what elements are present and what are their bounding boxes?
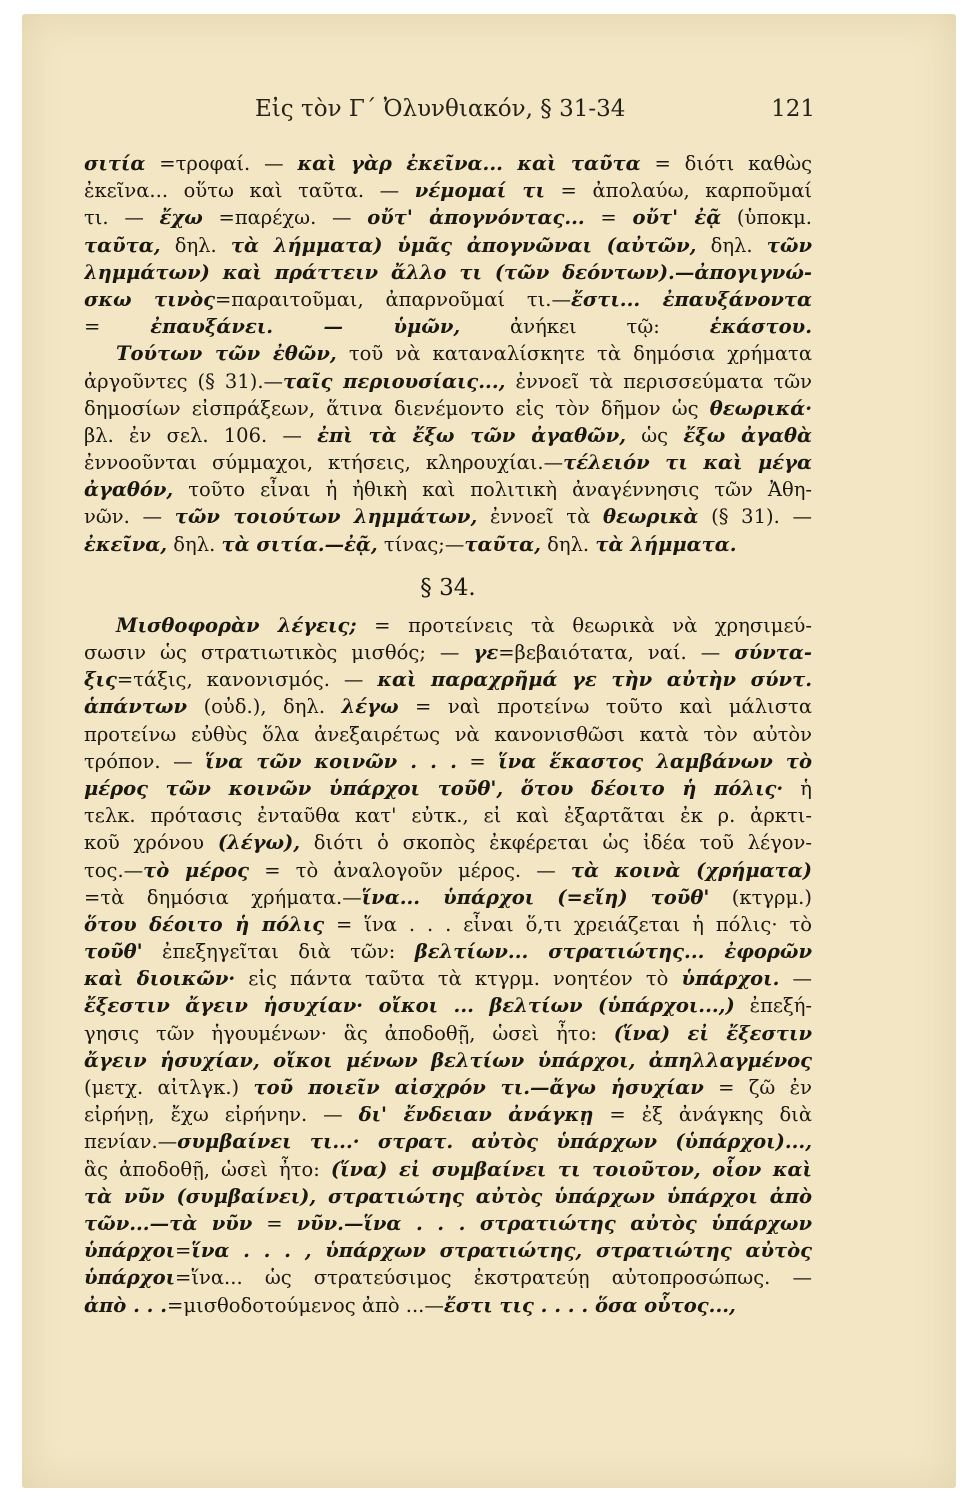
lemma: τῶν τοιούτων λημμάτων, <box>174 505 478 529</box>
text-line <box>84 1128 812 1155</box>
gloss: (οὐδ.), δηλ. <box>187 695 342 719</box>
text-line <box>84 1074 812 1101</box>
gloss: δημοσίων εἰσπράξεων, ἅτινα διενέμοντο εἰς τὸν δῆμον ὡς <box>84 396 710 420</box>
text-line <box>84 340 812 367</box>
gloss: =τὰ δημόσια χρήματα.— <box>84 885 362 909</box>
gloss: βλ. ἐν σελ. 106. — <box>84 423 318 447</box>
gloss: δηλ. <box>696 233 767 257</box>
text-line <box>84 449 812 476</box>
running-title: Εἰς τὸν Γ΄ Ὀλυνθιακόν, § 31-34 <box>255 96 626 122</box>
text-line <box>84 1020 812 1047</box>
gloss: = τὸ ἀναλογοῦν μέρος. — <box>249 858 571 882</box>
lemma: τῶν <box>766 233 812 257</box>
lemma: ὑπάρχοι <box>84 1266 176 1290</box>
text-line <box>84 666 812 693</box>
section-heading: § 34. <box>420 574 476 601</box>
text-line <box>84 721 812 748</box>
gloss: ἃς ἀποδοθῇ, ὡσεὶ ἦτο: <box>84 1157 331 1181</box>
lemma: (ἵνα) εἰ συμβαίνει τι τοιοῦτον, οἷον καὶ <box>330 1157 812 1181</box>
lemma: ἵνα . . . , ὑπάρχων στρατιώτης, στρατιώτης αὐτὸς <box>191 1239 812 1263</box>
gloss: = διότι καθὼς <box>640 152 812 175</box>
lemma: ἔξω ἀγαθὰ <box>683 423 812 447</box>
gloss: = ἀπολαύω, καρποῦμαί <box>544 179 812 203</box>
lemma: τὰ λήμματα. <box>595 532 737 556</box>
lemma: θεωρικά· <box>709 396 812 420</box>
gloss: ἐννοοῦνται σύμμαχοι, κτήσεις, κληρουχίαι.— <box>84 451 564 475</box>
lemma: ἄγειν ἡσυχίαν, οἴκοι μένων βελτίων ὑπάρχοι, ἀπηλλαγμένος <box>84 1048 812 1072</box>
lemma: ταῖς περιουσίαις..., <box>283 369 506 393</box>
text-line <box>84 612 812 639</box>
gloss: =τάξις, κανονισμός. — <box>116 668 378 692</box>
text-line <box>84 1210 812 1237</box>
gloss: τοῦτο εἶναι ἡ ἠθικὴ καὶ πολιτικὴ ἀναγέννησις τῶν Ἀθη- <box>173 478 812 502</box>
gloss: ἐκεῖνα... οὕτω καὶ ταῦτα. — <box>84 179 415 203</box>
lemma: ἵνα τῶν κοινῶν . . . <box>205 749 457 773</box>
lemma: ταῦτα, <box>464 532 541 556</box>
gloss: ἐπεξή- <box>734 994 812 1018</box>
lemma: συμβαίνει τι...· στρατ. αὐτὸς ὑπάρχων (ὑπάρχοι)..., <box>177 1130 812 1154</box>
gloss: τελκ. πρότασις ἐνταῦθα κατ' εὐτκ., εἰ καὶ ἐξαρτᾶται ἐκ ρ. ἀρκτι- <box>84 804 812 828</box>
text-line <box>84 639 812 666</box>
lemma: νέμομαί τι <box>414 179 545 203</box>
lemma: σκω τινὸς <box>84 287 215 311</box>
lemma: γε <box>473 641 499 664</box>
gloss: (ὑποκμ. <box>721 206 812 230</box>
lemma: τοῦ ποιεῖν αἰσχρόν τι.—ἄγω ἡσυχίαν <box>253 1076 704 1099</box>
gloss: ἀνήκει τῷ: <box>460 315 710 339</box>
lemma: δι' ἔνδειαν ἀνάγκῃ <box>358 1103 594 1127</box>
text-line <box>84 829 812 856</box>
lemma: ἐκεῖνα, <box>84 532 168 556</box>
page-number: 121 <box>771 96 815 122</box>
lemma: τοῦθ' <box>84 940 143 964</box>
lemma: ἐπὶ τὰ ἔξω τῶν ἀγαθῶν, <box>317 423 627 447</box>
gloss: τίνας;— <box>377 532 465 556</box>
gloss: κοῦ χρόνου <box>84 831 218 855</box>
lemma: σύντα- <box>734 641 812 664</box>
text-line <box>84 1237 812 1264</box>
text-line <box>84 422 812 449</box>
gloss: τος.— <box>84 858 144 882</box>
lemma: τῶν...—τὰ νῦν <box>84 1211 253 1235</box>
lemma: τὰ νῦν (συμβαίνει), στρατιώτης αὐτὸς ὑπάρχων ὑπάρχοι ἀπὸ <box>84 1184 812 1208</box>
gloss: = <box>84 315 151 339</box>
lemma: ξις <box>84 668 117 692</box>
gloss: ὡς <box>626 423 684 447</box>
gloss: εἰρήνῃ, ἔχω εἰρήνην. — <box>84 1103 359 1127</box>
lemma: ὑπάρχοι <box>84 1239 176 1263</box>
gloss: =μισθοδοτούμενος ἀπὸ ...— <box>167 1293 444 1317</box>
text-line <box>84 476 812 503</box>
lemma: οὔτ' ἀπογνόντας... <box>367 206 585 230</box>
gloss: προτείνω εὐθὺς ὅλα ἀνεξαιρέτως νὰ κανονισθῶσι κατὰ τὸν αὐτὸν <box>84 722 812 746</box>
text-line <box>84 965 812 992</box>
lemma: ἵνα ἕκαστος λαμβάνων τὸ <box>498 749 812 773</box>
gloss: = προτείνεις τὰ θεωρικὰ νὰ χρησιμεύ- <box>356 613 812 637</box>
gloss: γησις τῶν ἡγουμένων· ἃς ἀποδοθῇ, ὡσεὶ ἦτο: <box>84 1021 614 1045</box>
gloss: = ἵνα . . . εἶναι ὅ,τι χρειάζεται ἡ πόλις· τὸ <box>324 912 812 936</box>
lemma: ἔξεστιν ἄγειν ἡσυχίαν· οἴκοι ... βελτίων (ὑπάρχοι...,) <box>84 994 735 1018</box>
gloss: =παρέχω. — <box>202 206 368 230</box>
lemma: καὶ διοικῶν· <box>84 967 236 991</box>
text-line <box>84 884 812 911</box>
lemma: ἁπάντων <box>84 695 188 719</box>
gloss: (μετχ. αἰτλγκ.) <box>84 1076 254 1099</box>
lemma: ἵνα... ὑπάρχοι (=εἴη) τοῦθ' <box>361 885 710 909</box>
lemma: τὸ μέρος <box>143 858 250 882</box>
text-line <box>84 1156 812 1183</box>
lemma: ταῦτα, <box>84 233 161 257</box>
gloss: = <box>252 1211 297 1235</box>
text-line <box>84 232 812 259</box>
lemma: θεωρικὰ <box>602 505 699 529</box>
text-line <box>84 938 812 965</box>
gloss: ἡ <box>783 776 812 800</box>
gloss: = <box>584 206 633 230</box>
gloss: = ἐξ ἀνάγκης διὰ <box>593 1103 812 1127</box>
text-line <box>84 1292 812 1319</box>
lemma: καὶ παραχρῆμά γε τὴν αὐτὴν σύντ. <box>377 668 812 692</box>
text-line <box>84 150 812 177</box>
gloss: πενίαν.— <box>84 1130 178 1154</box>
lemma: Μισθοφορὰν λέγεις; <box>116 613 357 637</box>
text-line <box>84 1264 812 1291</box>
text-line <box>84 775 812 802</box>
gloss: =τροφαί. — <box>145 152 298 175</box>
gloss: νῶν. — <box>84 505 175 529</box>
text-line <box>84 503 812 530</box>
gloss: ἀργοῦντες (§ 31).— <box>84 369 284 393</box>
text-line <box>84 1101 812 1128</box>
gloss: =παραιτοῦμαι, ἀπαρνοῦμαί τι.— <box>214 287 571 311</box>
text-line <box>84 368 812 395</box>
lemma: λέγω <box>341 695 399 719</box>
gloss: = ζῶ ἐν <box>703 1076 812 1099</box>
lemma: ὑπάρχοι. <box>681 967 780 991</box>
text-line <box>84 1183 812 1210</box>
lemma: ἔστι... ἐπαυξάνοντα <box>571 287 812 311</box>
lemma: ἔχω <box>159 206 203 230</box>
text-line <box>84 395 812 422</box>
gloss: — <box>779 967 812 991</box>
lemma: τὰ σιτία.—ἐᾷ, <box>221 532 378 556</box>
gloss: =ἵνα... ὡς στρατεύσιμος ἐκστρατεύῃ αὐτοπροσώπως. — <box>175 1266 812 1290</box>
lemma: ὅτου δέοιτο ἡ πόλις <box>84 912 325 936</box>
gloss: =βεβαιότατα, ναί. — <box>498 641 735 664</box>
text-line <box>84 857 812 884</box>
gloss: ἐννοεῖ τὰ περισσεύματα τῶν <box>505 369 812 393</box>
gloss: τοῦ νὰ καταναλίσκητε τὰ δημόσια χρήματα <box>336 342 812 366</box>
text-line <box>84 313 812 340</box>
lemma: καὶ γὰρ ἐκεῖνα... καὶ ταῦτα <box>297 152 641 175</box>
text-line <box>84 286 812 313</box>
text-line <box>84 693 812 720</box>
text-line <box>84 177 812 204</box>
gloss: (§ 31). — <box>698 505 812 529</box>
commentary-text <box>84 150 812 1319</box>
gloss: τρόπον. — <box>84 749 206 773</box>
text-line <box>84 531 812 558</box>
lemma: ἀπὸ . . . <box>84 1293 168 1317</box>
lemma: ἀγαθόν, <box>84 478 174 502</box>
text-line <box>84 911 812 938</box>
lemma: μέρος τῶν κοινῶν ὑπάρχοι τοῦθ', ὅτου δέοιτο ἡ πόλις· <box>84 776 784 800</box>
text-line <box>84 802 812 829</box>
lemma: βελτίων... στρατιώτης... ἐφορῶν <box>414 940 812 964</box>
lemma: Τούτων τῶν ἐθῶν, <box>116 342 337 366</box>
gloss: δηλ. <box>167 532 222 556</box>
gloss: ἐπεξηγεῖται διὰ τῶν: <box>142 940 415 964</box>
lemma: νῦν.—ἵνα . . . στρατιώτης αὐτὸς ὑπάρχων <box>296 1211 812 1235</box>
gloss: δηλ. <box>540 532 596 556</box>
text-line <box>84 748 812 775</box>
lemma: (λέγω), <box>217 831 301 855</box>
gloss: ἐννοεῖ τὰ <box>477 505 603 529</box>
gloss: (κτγρμ.) <box>709 885 812 909</box>
text-line <box>84 992 812 1019</box>
lemma: (ἵνα) εἰ ἔξεστιν <box>613 1021 812 1045</box>
text-line <box>84 1047 812 1074</box>
gloss: σωσιν ὡς στρατιωτικὸς μισθός; — <box>84 641 474 664</box>
gloss: = <box>175 1239 192 1263</box>
lemma: ἑκάστου. <box>709 315 812 339</box>
lemma: οὔτ' ἐᾷ <box>632 206 722 230</box>
lemma: τὰ λήμματα) ὑμᾶς ἀπογνῶναι (αὐτῶν, <box>230 233 697 257</box>
text-line <box>84 259 812 286</box>
lemma: ἔστι τις . . . . ὅσα οὗτος..., <box>443 1293 736 1317</box>
lemma: λημμάτων) καὶ πράττειν ἄλλο τι (τῶν δεόντων).—ἀπογιγνώ- <box>84 260 812 284</box>
gloss: διότι ὁ σκοπὸς ἐκφέρεται ὡς ἰδέα τοῦ λέγον- <box>300 831 812 855</box>
lemma: ἐπαυξάνει. — ὑμῶν, <box>150 315 461 339</box>
gloss: δηλ. <box>160 233 231 257</box>
text-line <box>84 204 812 231</box>
lemma: σιτία <box>84 152 146 175</box>
lemma: τὰ κοινὰ (χρήματα) <box>570 858 812 882</box>
gloss: τι. — <box>84 206 160 230</box>
gloss: εἰς πάντα ταῦτα τὰ κτγρμ. νοητέον τὸ <box>235 967 682 991</box>
lemma: τέλειόν τι καὶ μέγα <box>563 451 812 475</box>
gloss: = ναὶ προτείνω τοῦτο καὶ μάλιστα <box>398 695 812 719</box>
gloss: = <box>456 749 499 773</box>
